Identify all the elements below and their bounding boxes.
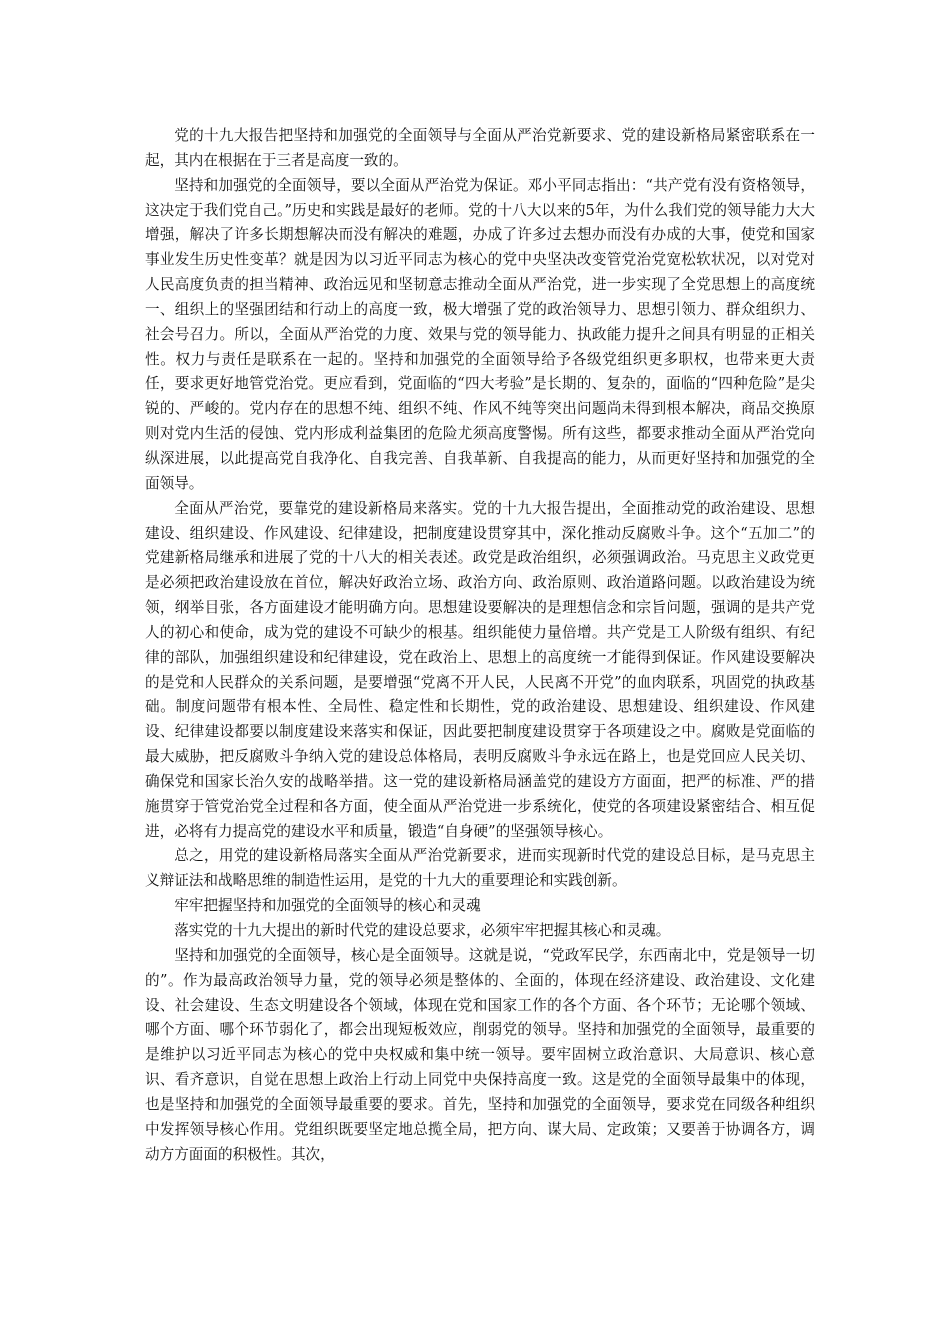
paragraph-strict-governance: 坚持和加强党的全面领导，要以全面从严治党为保证。邓小平同志指出：“共产党有没有资格领导，这决定于我们党自己。”历史和实践是最好的老师。党的十八大以来的5年，为什么我们党的领导能力大大增强，解决了许多长期想解决而没有解决的难题，办成了许多过去想办而没有办成的大事，使党和国家事业发生历史性变革？就是因为以习近平同志为核心的党中央坚决改变管党治党宽松软状况，以对党对人民高度负责的担当精神、政治远见和坚韧意志推动全面从严治党，进一步实现了全党思想上的高度统一、组织上的坚强团结和行动上的高度一致，极大增强了党的政治领导力、思想引领力、群众组织力、社会号召力。所以，全面从严治党的力度、效果与党的领导能力、执政能力提升之间具有明显的正相关性。权力与责任是联系在一起的。坚持和加强党的全面领导给予各级党组织更多职权，也带来更大责任，要求更好地管党治党。更应看到，党面临的“四大考验”是长期的、复杂的，面临的“四种危险”是尖锐的、严峻的。党内存在的思想不纯、组织不纯、作风不纯等突出问题尚未得到根本解决，商品交换原则对党内生活的侵蚀、党内形成利益集团的危险尤须高度警惕。所有这些，都要求推动全面从严治党向纵深进展，以此提高党自我净化、自我完善、自我革新、自我提高的能力，从而更好坚持和加强党的全面领导。 bbox=[145, 176, 815, 492]
paragraph-core-requirement: 落实党的十九大提出的新时代党的建设总要求，必须牢牢把握其核心和灵魂。 bbox=[174, 922, 671, 939]
paragraph-party-building-pattern: 全面从严治党，要靠党的建设新格局来落实。党的十九大报告提出，全面推动党的政治建设、思想建设、组织建设、作风建设、纪律建设，把制度建设贯穿其中，深化推动反腐败斗争。这个“五加二”的党建新格局继承和进展了党的十八大的相关表述。政党是政治组织，必须强调政治。马克思主义政党更是必须把政治建设放在首位，解决好政治立场、政治方向、政治原则、政治道路问题。以政治建设为统领，纲举目张，各方面建设才能明确方向。思想建设要解决的是理想信念和宗旨问题，强调的是共产党人的初心和使命，成为党的建设不可缺少的根基。组织能使力量倍增。共产党是工人阶级有组织、有纪律的部队，加强组织建设和纪律建设，党在政治上、思想上的高度统一才能得到保证。作风建设要解决的是党和人民群众的关系问题，是要增强“党离不开人民，人民离不开党”的血肉联系，巩固党的执政基础。制度问题带有根本性、全局性、稳定性和长期性，党的政治建设、思想建设、组织建设、作风建设、纪律建设都要以制度建设来落实和保证，因此要把制度建设贯穿于各项建设之中。腐败是党面临的最大威胁，把反腐败斗争纳入党的建设总体格局，表明反腐败斗争永远在路上，也是党回应人民关切、确保党和国家长治久安的战略举措。这一党的建设新格局涵盖党的建设方方面面，把严的标准、严的措施贯穿于管党治党全过程和各方面，使全面从严治党进一步系统化，使党的各项建设紧密结合、相互促进，必将有力提高党的建设水平和质量，锻造“自身硬”的坚强领导核心。 bbox=[145, 499, 815, 840]
document-body bbox=[145, 124, 815, 1167]
paragraph-comprehensive-leadership: 坚持和加强党的全面领导，核心是全面领导。这就是说，“党政军民学，东西南北中，党是领导一切的”。作为最高政治领导力量，党的领导必须是整体的、全面的，体现在经济建设、政治建设、文化建设、社会建设、生态文明建设各个领域，体现在党和国家工作的各个方面、各个环节；无论哪个领域、哪个方面、哪个环节弱化了，都会出现短板效应，削弱党的领导。坚持和加强党的全面领导，最重要的是维护以习近平同志为核心的党中央权威和集中统一领导。要牢固树立政治意识、大局意识、核心意识、看齐意识，自觉在思想上政治上行动上同党中央保持高度一致。这是党的全面领导最集中的体现，也是坚持和加强党的全面领导最重要的要求。首先，坚持和加强党的全面领导，要求党在同级各种组织中发挥领导核心作用。党组织既要坚定地总揽全局，把方向、谋大局、定政策；又要善于协调各方，调动方方面面的积极性。其次， bbox=[145, 946, 815, 1163]
paragraph-conclusion: 总之，用党的建设新格局落实全面从严治党新要求，进而实现新时代党的建设总目标，是马克思主义辩证法和战略思维的制造性运用，是党的十九大的重要理论和实践创新。 bbox=[145, 847, 815, 890]
section-heading: 牢牢把握坚持和加强党的全面领导的核心和灵魂 bbox=[174, 897, 481, 915]
paragraph-intro: 党的十九大报告把坚持和加强党的全面领导与全面从严治党新要求、党的建设新格局紧密联系在一起，其内在根据在于三者是高度一致的。 bbox=[145, 127, 815, 169]
